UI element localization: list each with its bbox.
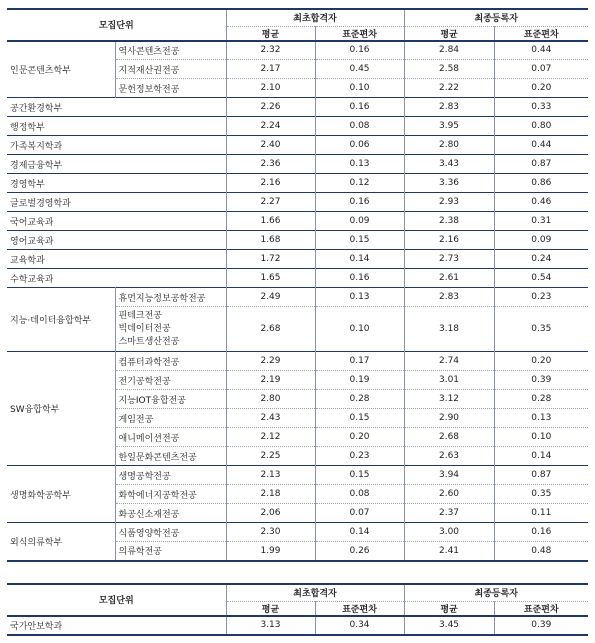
- unit-cell: 인문콘텐츠학부: [10, 65, 71, 76]
- value-cell: 2.10: [226, 79, 315, 98]
- table-row: [7, 250, 588, 269]
- major-cell: 게임전공: [115, 409, 226, 428]
- value-cell: 0.28: [315, 390, 404, 409]
- major-cell: 지적재산권전공: [115, 60, 226, 79]
- header-mean: 평균: [404, 26, 494, 41]
- value-cell: 2.61: [404, 269, 494, 288]
- dept-cell: 영어교육과: [10, 236, 54, 247]
- value-cell: 0.16: [315, 193, 404, 212]
- major-cell: 휴먼지능정보공학전공: [115, 288, 226, 307]
- table-row: [7, 466, 588, 485]
- value-cell: 0.12: [315, 174, 404, 193]
- value-cell: 0.14: [494, 447, 588, 466]
- value-cell: 0.34: [315, 616, 404, 635]
- value-cell: 2.68: [404, 428, 494, 447]
- header-final-registered: 최종등록자: [404, 9, 588, 26]
- value-cell: 0.46: [494, 193, 588, 212]
- value-cell: 0.87: [494, 466, 588, 485]
- value-cell: 2.90: [404, 409, 494, 428]
- header-first-admitted: 최초합격자: [226, 9, 404, 26]
- value-cell: 3.95: [404, 117, 494, 136]
- unit-cell: SW융합학부: [10, 405, 60, 415]
- value-cell: 2.84: [404, 41, 494, 60]
- dept-cell: 글로벌경영학과: [10, 198, 71, 209]
- value-cell: 2.32: [226, 41, 315, 60]
- value-cell: 2.17: [226, 60, 315, 79]
- major-cell: 문헌정보학전공: [115, 79, 226, 98]
- dept-cell: 가족복지학과: [10, 141, 63, 152]
- value-cell: 0.31: [494, 212, 588, 231]
- value-cell: 0.13: [315, 155, 404, 174]
- value-cell: 1.68: [226, 231, 315, 250]
- value-cell: 0.14: [315, 523, 404, 542]
- value-cell: 3.43: [404, 155, 494, 174]
- value-cell: 0.23: [315, 447, 404, 466]
- major-cell: 생명공학전공: [115, 466, 226, 485]
- value-cell: 0.39: [494, 616, 588, 635]
- value-cell: 2.74: [404, 352, 494, 371]
- value-cell: 2.12: [226, 428, 315, 447]
- value-cell: 1.72: [226, 250, 315, 269]
- table-row: [7, 193, 588, 212]
- unit-cell: 외식의류학부: [10, 537, 63, 548]
- header-mean: 평균: [226, 26, 315, 41]
- value-cell: 2.60: [404, 485, 494, 504]
- dept-cell: 국어교육과: [10, 217, 54, 228]
- value-cell: 2.43: [226, 409, 315, 428]
- major-cell: 식품영양학전공: [115, 523, 226, 542]
- dept-cell: 경제금융학부: [10, 160, 63, 171]
- value-cell: 0.10: [494, 428, 588, 447]
- value-cell: 0.07: [315, 504, 404, 523]
- value-cell: 0.13: [494, 409, 588, 428]
- dept-cell: 경영학부: [10, 179, 45, 190]
- value-cell: 2.41: [404, 542, 494, 561]
- table-row: [7, 174, 588, 193]
- value-cell: 0.09: [494, 231, 588, 250]
- value-cell: 0.39: [494, 371, 588, 390]
- table-row: [7, 41, 588, 60]
- major-cell: 화공신소재전공: [115, 504, 226, 523]
- major-cell: 컴퓨터과학전공: [115, 352, 226, 371]
- admission-table-main: [7, 8, 588, 562]
- table-row: [7, 136, 588, 155]
- header-unit: 모집단위: [7, 584, 226, 616]
- table-row: [7, 231, 588, 250]
- value-cell: 0.20: [494, 79, 588, 98]
- header-final-registered: 최종등록자: [404, 584, 588, 601]
- value-cell: 2.63: [404, 447, 494, 466]
- major-line: 핀테크전공: [118, 310, 162, 321]
- major-line: 스마트생산전공: [118, 336, 180, 347]
- header-sd: 표준편차: [315, 601, 404, 616]
- value-cell: 3.12: [404, 390, 494, 409]
- value-cell: 0.24: [494, 250, 588, 269]
- value-cell: 0.10: [315, 307, 404, 352]
- value-cell: 0.08: [315, 485, 404, 504]
- value-cell: 0.26: [315, 542, 404, 561]
- value-cell: 2.83: [404, 288, 494, 307]
- value-cell: 2.16: [404, 231, 494, 250]
- value-cell: 2.27: [226, 193, 315, 212]
- value-cell: 2.25: [226, 447, 315, 466]
- major-cell: 한일문화콘텐츠전공: [115, 447, 226, 466]
- header-sd: 표준편차: [315, 26, 404, 41]
- dept-cell: 국가안보학과: [10, 621, 63, 632]
- value-cell: 3.01: [404, 371, 494, 390]
- value-cell: 0.16: [315, 98, 404, 117]
- value-cell: 2.26: [226, 98, 315, 117]
- value-cell: 2.18: [226, 485, 315, 504]
- major-cell: 지능IOT융합전공: [115, 390, 226, 409]
- major-cell: 전기공학전공: [115, 371, 226, 390]
- value-cell: 0.08: [315, 117, 404, 136]
- value-cell: 0.44: [494, 136, 588, 155]
- dept-cell: 행정학부: [10, 122, 45, 133]
- value-cell: 2.22: [404, 79, 494, 98]
- value-cell: 3.18: [404, 307, 494, 352]
- header-sd: 표준편차: [494, 601, 588, 616]
- value-cell: 3.13: [226, 616, 315, 635]
- value-cell: 2.36: [226, 155, 315, 174]
- table-row: [7, 212, 588, 231]
- value-cell: 0.13: [315, 288, 404, 307]
- table-row: [7, 616, 588, 635]
- value-cell: 2.80: [226, 390, 315, 409]
- value-cell: 2.19: [226, 371, 315, 390]
- value-cell: 1.66: [226, 212, 315, 231]
- major-cell-multiline: [115, 307, 226, 352]
- table-row: [7, 269, 588, 288]
- value-cell: 0.09: [315, 212, 404, 231]
- value-cell: 3.00: [404, 523, 494, 542]
- table-row: [7, 288, 588, 307]
- major-cell: 화학에너지공학전공: [115, 485, 226, 504]
- value-cell: 0.35: [494, 485, 588, 504]
- value-cell: 0.16: [315, 269, 404, 288]
- value-cell: 2.16: [226, 174, 315, 193]
- value-cell: 2.06: [226, 504, 315, 523]
- value-cell: 2.37: [404, 504, 494, 523]
- value-cell: 2.93: [404, 193, 494, 212]
- value-cell: 0.87: [494, 155, 588, 174]
- header-mean: 평균: [404, 601, 494, 616]
- value-cell: 0.54: [494, 269, 588, 288]
- value-cell: 2.24: [226, 117, 315, 136]
- value-cell: 0.07: [494, 60, 588, 79]
- value-cell: 2.49: [226, 288, 315, 307]
- value-cell: 1.65: [226, 269, 315, 288]
- major-line: 빅데이터전공: [118, 323, 171, 334]
- value-cell: 0.45: [315, 60, 404, 79]
- value-cell: 0.48: [494, 542, 588, 561]
- unit-cell: 생명화학공학부: [10, 490, 71, 501]
- value-cell: 3.45: [404, 616, 494, 635]
- value-cell: 0.15: [315, 231, 404, 250]
- table-row: [7, 117, 588, 136]
- dept-cell: 교육학과: [10, 255, 45, 266]
- value-cell: 0.16: [315, 41, 404, 60]
- dept-cell: 수학교육과: [10, 274, 54, 285]
- header-first-admitted: 최초합격자: [226, 584, 404, 601]
- table-row: [7, 523, 588, 542]
- value-cell: 0.80: [494, 117, 588, 136]
- table-row: [7, 98, 588, 117]
- value-cell: 2.73: [404, 250, 494, 269]
- value-cell: 0.10: [315, 79, 404, 98]
- value-cell: 0.19: [315, 371, 404, 390]
- value-cell: 2.58: [404, 60, 494, 79]
- value-cell: 2.68: [226, 307, 315, 352]
- value-cell: 1.99: [226, 542, 315, 561]
- dept-cell: 공간환경학부: [10, 103, 63, 114]
- unit-cell: 지능·데이터융합학부: [10, 316, 92, 326]
- value-cell: 2.38: [404, 212, 494, 231]
- value-cell: 0.33: [494, 98, 588, 117]
- value-cell: 0.20: [494, 352, 588, 371]
- major-cell: 애니메이션전공: [115, 428, 226, 447]
- value-cell: 0.06: [315, 136, 404, 155]
- table-row: [7, 155, 588, 174]
- admission-table-secondary: [7, 583, 588, 636]
- value-cell: 0.11: [494, 504, 588, 523]
- value-cell: 2.40: [226, 136, 315, 155]
- header-unit: 모집단위: [7, 9, 226, 41]
- value-cell: 2.30: [226, 523, 315, 542]
- major-cell: 의류학전공: [115, 542, 226, 561]
- value-cell: 0.17: [315, 352, 404, 371]
- value-cell: 0.23: [494, 288, 588, 307]
- header-mean: 평균: [226, 601, 315, 616]
- value-cell: 0.28: [494, 390, 588, 409]
- value-cell: 0.14: [315, 250, 404, 269]
- value-cell: 2.29: [226, 352, 315, 371]
- value-cell: 0.15: [315, 466, 404, 485]
- major-cell: 역사콘텐츠전공: [115, 41, 226, 60]
- value-cell: 0.44: [494, 41, 588, 60]
- header-sd: 표준편차: [494, 26, 588, 41]
- value-cell: 2.80: [404, 136, 494, 155]
- value-cell: 0.86: [494, 174, 588, 193]
- value-cell: 0.20: [315, 428, 404, 447]
- table-row: [7, 352, 588, 371]
- value-cell: 0.15: [315, 409, 404, 428]
- value-cell: 0.35: [494, 307, 588, 352]
- value-cell: 0.16: [494, 523, 588, 542]
- value-cell: 2.13: [226, 466, 315, 485]
- value-cell: 2.83: [404, 98, 494, 117]
- value-cell: 3.36: [404, 174, 494, 193]
- value-cell: 3.94: [404, 466, 494, 485]
